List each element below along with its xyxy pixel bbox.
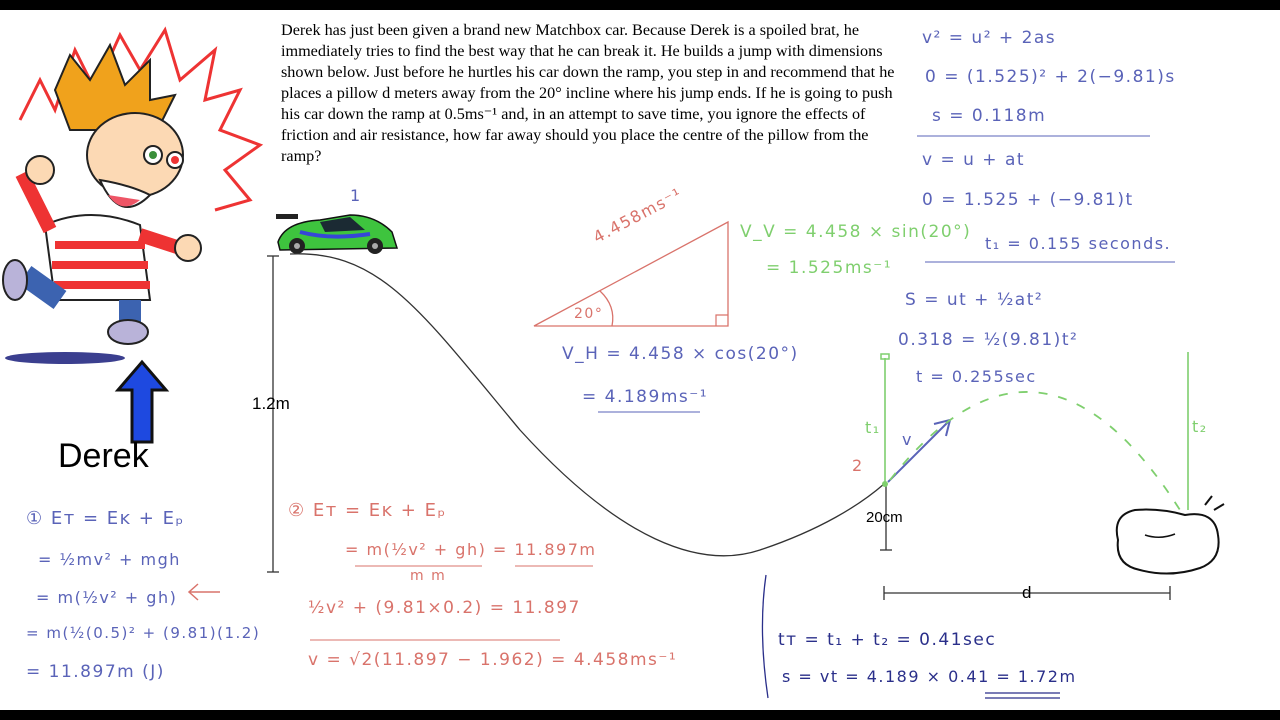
calc-block3-line-1: S = ut + ½at² <box>905 290 1044 310</box>
calc-block3-line-2: 0.318 = ½(9.81)t² <box>898 330 1079 350</box>
horizontal-velocity-line-2: = 4.189ms⁻¹ <box>582 387 709 407</box>
velocity-label: v <box>902 430 913 449</box>
problem-statement: Derek has just been given a brand new Matchbox car. Because Derek is a spoiled brat, he immediately tries to find the best way that he can break it. He builds a jump with dimensions shown below. Just before he hurtles his car down the ramp, you step in and recommend that he places a pillow d meters away from the 20° incline where his jump ends. If he is going to push his car down the ramp at 0.5ms⁻¹ and, in an attempt to save time, you ignore the effects of friction and air resistance, how far away should you place the centre of the pillow from the ramp? <box>281 21 895 165</box>
energy-mid-line-2: = m(½v² + gh) = 11.897m <box>345 540 597 559</box>
calc-block1-line-2: 0 = (1.525)² + 2(−9.81)s <box>925 67 1176 87</box>
energy-left-line-5: = 11.897m (J) <box>26 662 165 682</box>
energy-mid-line-3: m m <box>410 568 447 584</box>
derek-label: Derek <box>58 437 149 475</box>
energy-left-line-1: ① Eᴛ = Eᴋ + Eₚ <box>26 508 185 529</box>
car-illustration <box>276 214 397 254</box>
triangle-hypotenuse-label: 4.458ms⁻¹ <box>590 183 686 247</box>
final-line-2: s = vt = 4.189 × 0.41 = 1.72m <box>782 667 1077 686</box>
energy-mid-line-1: ② Eᴛ = Eᴋ + Eₚ <box>288 500 447 521</box>
energy-mid-line-5: v = √2(11.897 − 1.962) = 4.458ms⁻¹ <box>308 650 678 670</box>
calc-block1-line-3: s = 0.118m <box>932 106 1047 126</box>
t2-label: t₂ <box>1192 417 1208 436</box>
final-line-1: tᴛ = t₁ + t₂ = 0.41sec <box>778 630 997 650</box>
pillow-illustration <box>1117 496 1224 574</box>
energy-mid-line-4: ½v² + (9.81×0.2) = 11.897 <box>308 598 581 618</box>
t1-label: t₁ <box>865 418 881 437</box>
triangle-angle-label: 20° <box>574 306 604 322</box>
energy-left-line-3: = m(½v² + gh) <box>36 588 178 607</box>
calc-block3-line-3: t = 0.255sec <box>916 367 1037 386</box>
horizontal-velocity-line-1: V_H = 4.458 × cos(20°) <box>562 344 799 364</box>
height-label: 1.2m <box>252 394 290 413</box>
ramp-end-height-label: 20cm <box>866 509 903 526</box>
point-1-marker: 1 <box>350 186 362 205</box>
vertical-velocity-line-2: = 1.525ms⁻¹ <box>766 258 893 278</box>
energy-left-line-2: = ½mv² + mgh <box>38 550 181 569</box>
derek-cartoon <box>3 30 260 442</box>
calc-block2-line-3: t₁ = 0.155 seconds. <box>985 234 1172 253</box>
energy-left-line-4: = m(½(0.5)² + (9.81)(1.2) <box>26 624 261 642</box>
point-2-marker: 2 <box>852 456 864 475</box>
calc-block2-line-2: 0 = 1.525 + (−9.81)t <box>922 190 1134 210</box>
vertical-velocity-line-1: V_V = 4.458 × sin(20°) <box>740 222 972 242</box>
whiteboard-canvas <box>0 10 1280 710</box>
calc-block2-line-1: v = u + at <box>922 150 1026 170</box>
distance-label: d <box>1022 583 1032 602</box>
calc-block1-line-1: v² = u² + 2as <box>922 28 1057 48</box>
